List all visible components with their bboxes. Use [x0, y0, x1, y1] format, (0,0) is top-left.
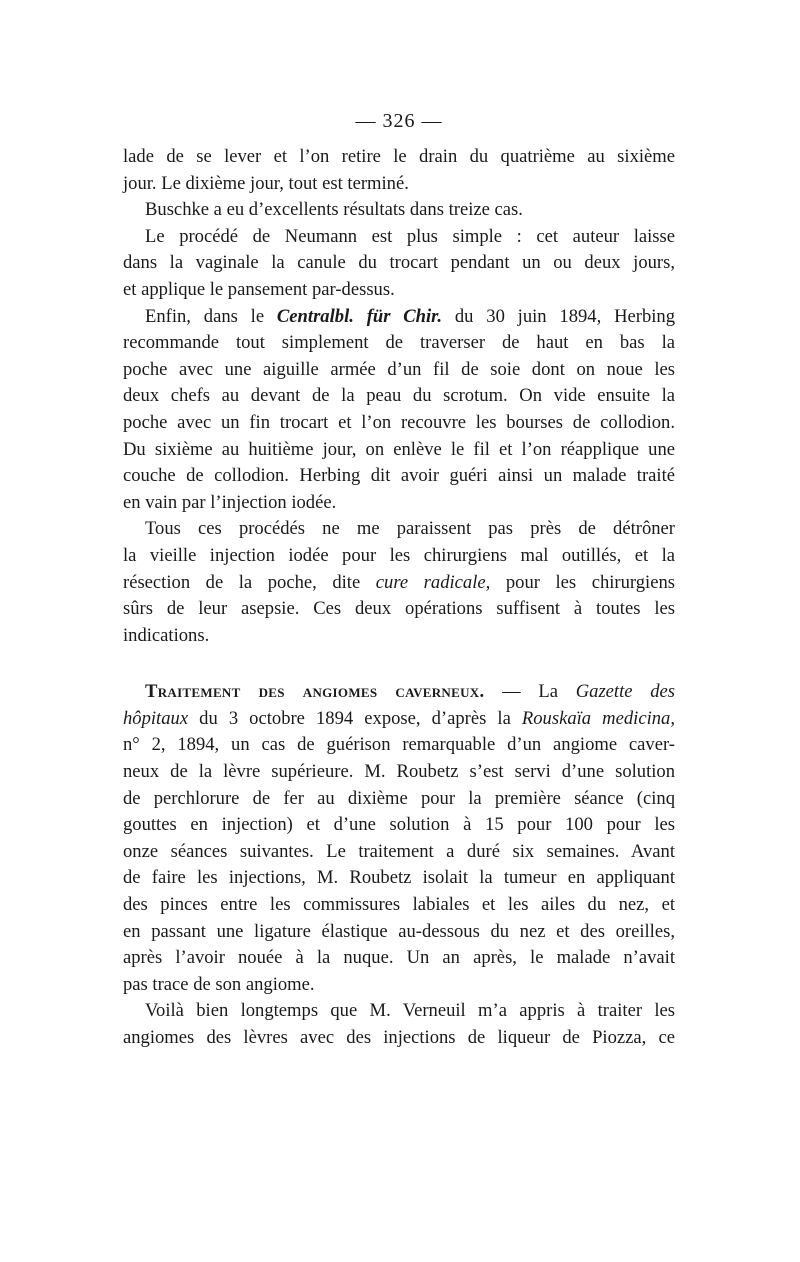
text-line: Voilà bien longtemps que M. Verneuil m’a appris à traiter les — [145, 1000, 675, 1022]
text-line: recommande tout simplement de traverser de haut en bas la — [123, 332, 675, 354]
journal-title: Gazette des — [575, 681, 675, 703]
text-line: Enfin, dans le Centralbl. für Chir. du 30 juin 1894, Herbing — [145, 305, 675, 327]
text-line: lade de se lever et l’on retire le drain du quatrième au sixième — [123, 146, 675, 167]
text-line: indications. — [123, 624, 210, 646]
text-line: n° 2, 1894, un cas de guérison remarquable d’un angiome caver- — [123, 734, 675, 756]
paragraph-herbing — [123, 304, 675, 517]
text-line: Le procédé de Neumann est plus simple : cet auteur laisse — [145, 225, 675, 247]
text-line: deux chefs au devant de la peau du scrotum. On vide ensuite la — [123, 385, 675, 407]
section-gap — [123, 649, 675, 679]
text-line: en passant une ligature élastique au-dessous du nez et des oreilles, — [123, 920, 675, 942]
text-line: angiomes des lèvres avec des injections de liqueur de Piozza, ce — [123, 1027, 675, 1048]
text-line: gouttes en injection) et d’une solution à 15 pour 100 pour les — [123, 814, 675, 836]
text-line: onze séances suivantes. Le traitement a duré six semaines. Avant — [123, 840, 675, 862]
paragraph-angiomes — [123, 679, 675, 998]
text-line: Tous ces procédés ne me paraissent pas près de détrôner — [145, 518, 675, 540]
paragraph-neumann — [123, 224, 675, 304]
text-line: Traitement des angiomes caverneux. — La Gazette des — [145, 681, 675, 703]
text-line: Buschke a eu d’excellents résultats dans treize cas. — [145, 199, 523, 221]
paragraph-buschke — [123, 197, 675, 224]
text-line: jour. Le dixième jour, tout est terminé. — [123, 172, 409, 194]
paragraph-procedes — [123, 516, 675, 649]
text-line: résection de la poche, dite cure radicale, pour les chirurgiens — [123, 571, 676, 593]
text-line: pas trace de son angiome. — [123, 973, 315, 995]
text-line: des pinces entre les commissures labiales et les ailes du nez, et — [123, 894, 675, 916]
text-line: poche avec une aiguille armée d’un fil de soie dont on noue les — [123, 358, 675, 380]
paragraph-verneuil — [123, 998, 675, 1051]
cure-radicale-term: cure radicale, — [375, 571, 491, 593]
journal-title: Centralbl. für Chir. — [276, 305, 443, 327]
text-line: après l’avoir nouée à la nuque. Un an après, le malade n’avait — [123, 947, 675, 969]
text-line: en vain par l’injection iodée. — [123, 491, 337, 513]
text-line: couche de collodion. Herbing dit avoir guéri ainsi un malade traité — [123, 465, 675, 487]
text-line: la vieille injection iodée pour les chirurgiens mal outillés, et la — [123, 544, 675, 566]
text-line: Du sixième au huitième jour, on enlève le fil et l’on réapplique une — [123, 438, 675, 460]
journal-title: hôpitaux — [123, 707, 189, 729]
text-line: de faire les injections, M. Roubetz isolait la tumeur en appliquant — [123, 867, 675, 889]
book-page — [123, 108, 675, 1052]
text-line: poche avec un fin trocart et l’on recouvre les bourses de collodion. — [123, 411, 675, 433]
text-line: neux de la lèvre supérieure. M. Roubetz s’est servi d’une solution — [123, 761, 675, 783]
text-line: de perchlorure de fer au dixième pour la première séance (cinq — [123, 787, 675, 809]
page-number: — 326 — — [355, 110, 443, 132]
paragraph-drain — [123, 144, 675, 197]
section-heading: Traitement des angiomes caverneux. — [145, 681, 485, 703]
text-line: sûrs de leur asepsie. Ces deux opérations suffisent à toutes les — [123, 598, 675, 620]
text-line: dans la vaginale la canule du trocart pendant un ou deux jours, — [123, 252, 675, 274]
text-line: et applique le pansement par-dessus. — [123, 278, 395, 300]
source-title: Rouskaïa medicina, — [521, 707, 675, 729]
text-line: hôpitaux du 3 octobre 1894 expose, d’après la Rouskaïa medicina, — [123, 707, 675, 729]
